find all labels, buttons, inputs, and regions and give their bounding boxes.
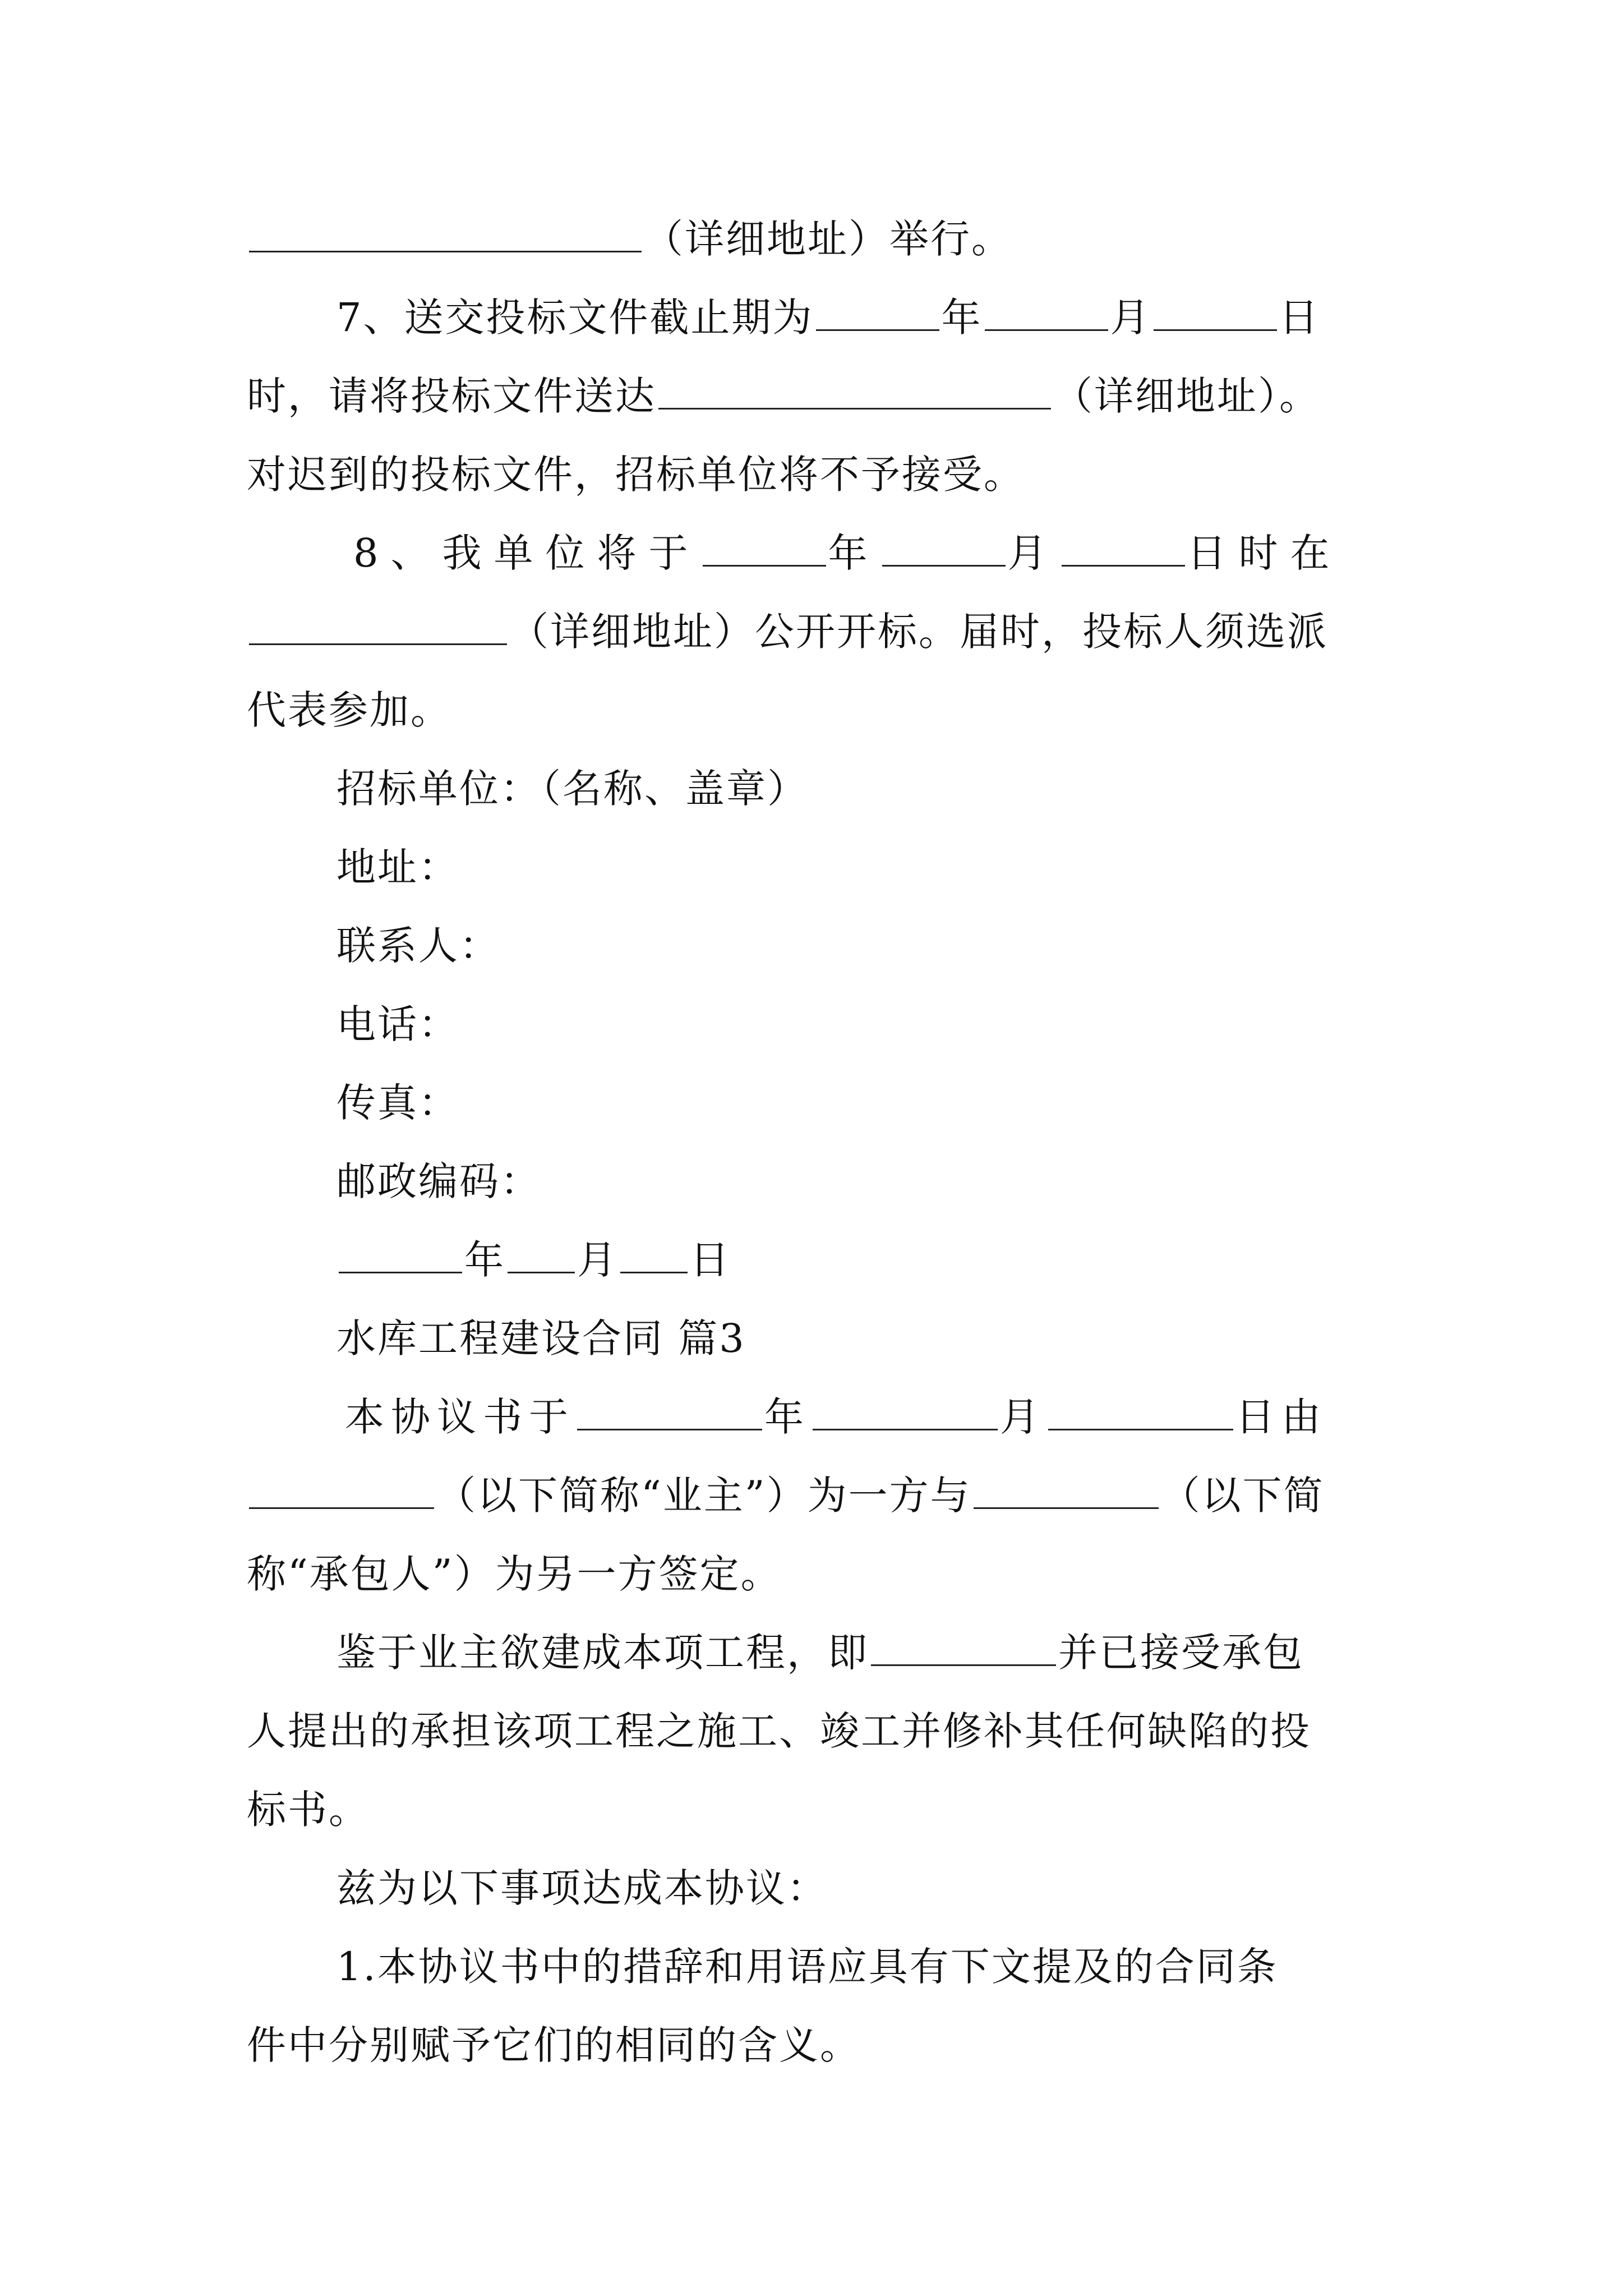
line-text: （以下简 xyxy=(1160,1473,1325,1519)
fill-blank xyxy=(816,295,939,331)
section-heading: 水库工程建设合同 篇3 xyxy=(336,1315,746,1361)
line-text: 鉴于业主欲建成本项工程，即 xyxy=(336,1630,869,1676)
text-line: 标书。 xyxy=(247,1787,370,1833)
line-text: 年 xyxy=(828,530,880,576)
text-line: 件中分别赋予它们的相同的含义。 xyxy=(247,2022,861,2068)
text-line: 传真： xyxy=(336,1080,459,1126)
fill-blank xyxy=(249,216,642,252)
fill-blank xyxy=(620,1237,688,1273)
line-text: 月 xyxy=(1000,1394,1046,1440)
line-text: 8、我单位将于 xyxy=(353,530,700,576)
text-line: 代表参加。 xyxy=(247,687,451,733)
text-line: 对迟到的投标文件，招标单位将不予接受。 xyxy=(247,452,1025,498)
fill-blank xyxy=(249,1473,434,1509)
fill-blank xyxy=(249,609,507,645)
line-text: 日时在 xyxy=(1187,530,1342,576)
fill-blank xyxy=(974,1473,1159,1509)
fill-blank xyxy=(813,1394,998,1430)
fill-blank xyxy=(577,1394,762,1430)
line-text: 7、送交投标文件截止期为 xyxy=(336,295,814,341)
line-text: 并已接受承包 xyxy=(1058,1630,1304,1676)
text-line xyxy=(247,212,1012,266)
line-text: 月 xyxy=(1007,530,1059,576)
fill-blank xyxy=(508,1237,575,1273)
fill-blank xyxy=(339,1237,462,1273)
text-line: 地址： xyxy=(336,844,459,890)
text-line: 邮政编码： xyxy=(336,1158,541,1204)
text-line xyxy=(336,291,1320,344)
fill-blank xyxy=(1062,530,1185,567)
text-line xyxy=(345,1390,1327,1444)
line-text: 日由 xyxy=(1235,1394,1327,1440)
text-line: 1.本协议书中的措辞和用语应具有下文提及的合同条 xyxy=(336,1944,1278,1990)
fill-blank xyxy=(1154,295,1277,331)
line-text: （以下简称“业主”）为一方与 xyxy=(436,1473,971,1519)
line-text: 年 xyxy=(464,1237,505,1283)
line-text: （详细地址）公开开标。届时，投标人须选派 xyxy=(509,609,1328,655)
text-line xyxy=(247,369,1320,423)
text-line: 招标单位：（名称、盖章） xyxy=(336,766,808,812)
fill-blank xyxy=(985,295,1108,331)
text-line: 电话： xyxy=(336,1001,459,1047)
line-text: 月 xyxy=(1110,295,1151,341)
text-line xyxy=(247,605,1328,659)
fill-blank xyxy=(871,1630,1056,1666)
line-text: 时，请将投标文件送达 xyxy=(247,373,656,419)
fill-blank xyxy=(882,530,1006,567)
text-line: 兹为以下事项达成本协议： xyxy=(336,1865,828,1911)
text-line xyxy=(353,526,1342,580)
fill-blank xyxy=(703,530,826,567)
fill-blank xyxy=(658,373,1051,409)
line-text: 月 xyxy=(577,1237,618,1283)
text-line xyxy=(247,1469,1325,1522)
text-line: 人提出的承担该项工程之施工、竣工并修补其任何缺陷的投 xyxy=(247,1708,1311,1754)
line-text: 日 xyxy=(690,1237,731,1283)
line-text: （详细地址）。 xyxy=(1053,373,1320,419)
line-text: （详细地址）举行。 xyxy=(644,216,1012,262)
text-line xyxy=(336,1626,1304,1680)
line-text: 年 xyxy=(764,1394,810,1440)
text-line xyxy=(336,1233,731,1287)
line-text: 本协议书于 xyxy=(345,1394,575,1440)
fill-blank xyxy=(1048,1394,1233,1430)
text-line: 称“承包人”）为另一方签定。 xyxy=(247,1551,782,1597)
line-text: 日 xyxy=(1279,295,1320,341)
text-line: 联系人： xyxy=(336,923,500,969)
line-text: 年 xyxy=(941,295,983,341)
